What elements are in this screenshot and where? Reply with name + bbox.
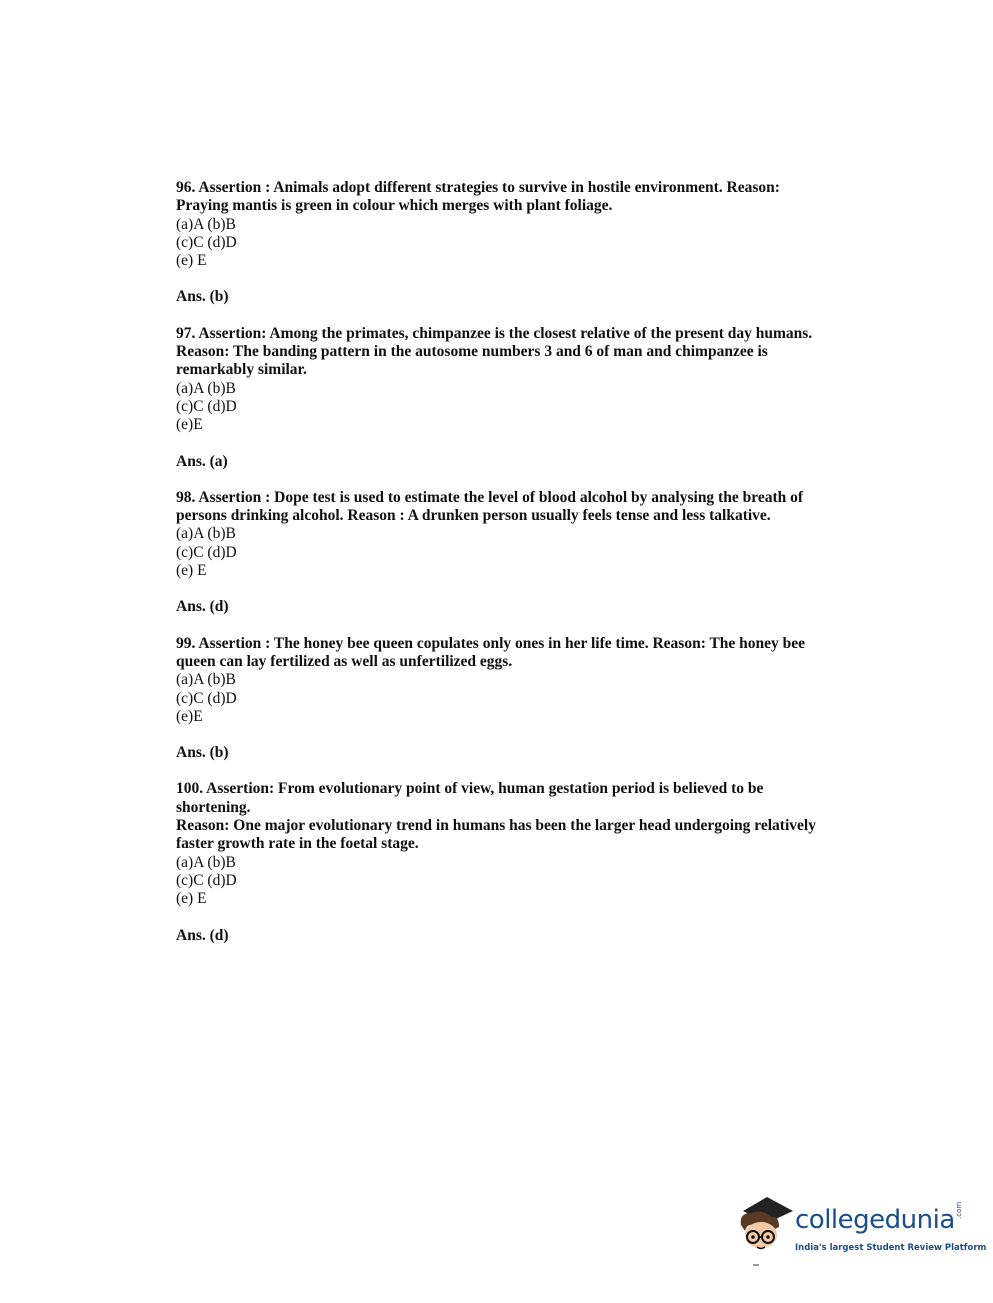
question-block bbox=[176, 635, 846, 763]
option-line: (e) E bbox=[176, 890, 207, 908]
answer-text: Ans. (b) bbox=[176, 288, 229, 306]
question-text bbox=[176, 780, 846, 853]
option-line: (c)C (d)D bbox=[176, 871, 237, 889]
question-block bbox=[176, 325, 846, 471]
option-line: (e) E bbox=[176, 562, 207, 580]
question-line: 96. Assertion : Animals adopt different strategies to survive in hostile environment. Reason: bbox=[176, 179, 780, 196]
question-line: 100. Assertion: From evolutionary point of view, human gestation period is believed to be bbox=[176, 780, 764, 798]
question-text bbox=[176, 179, 846, 216]
option-line: (a)A (b)B bbox=[176, 853, 236, 871]
option-line: (c)C (d)D bbox=[176, 233, 237, 251]
question-line: 98. Assertion : Dope test is used to estimate the level of blood alcohol by analysing the breath of bbox=[176, 488, 804, 506]
option-line: (c)C (d)D bbox=[176, 397, 237, 415]
logo-wordmark: collegedunia bbox=[795, 1205, 955, 1235]
option-line: (a)A (b)B bbox=[176, 671, 236, 689]
option-line: (c)C (d)D bbox=[176, 689, 237, 707]
question-text bbox=[176, 635, 846, 672]
option-line: (e) E bbox=[176, 252, 207, 270]
answer-text: Ans. (b) bbox=[176, 744, 229, 762]
answer-text: Ans. (a) bbox=[176, 452, 228, 470]
option-line: (e)E bbox=[176, 416, 203, 434]
question-line: remarkably similar. bbox=[176, 361, 307, 379]
question-text bbox=[176, 489, 846, 526]
question-line: faster growth rate in the foetal stage. bbox=[176, 835, 419, 853]
answer-text: Ans. (d) bbox=[176, 926, 229, 944]
question-line: shortening. bbox=[176, 798, 251, 816]
question-line: persons drinking alcohol. Reason : A drunken person usually feels tense and less talkative. bbox=[176, 507, 771, 525]
question-block bbox=[176, 780, 846, 944]
question-block bbox=[176, 489, 846, 617]
question-line: Reason: One major evolutionary trend in humans has been the larger head undergoing relatively bbox=[176, 817, 816, 835]
collegedunia-logo bbox=[735, 1193, 987, 1273]
question-list bbox=[176, 179, 846, 963]
option-line: (a)A (b)B bbox=[176, 525, 236, 543]
option-line: (a)A (b)B bbox=[176, 379, 236, 397]
question-line: 97. Assertion: Among the primates, chimpanzee is the closest relative of the present day humans. bbox=[176, 324, 813, 342]
question-line: Praying mantis is green in colour which merges with plant foliage. bbox=[176, 197, 613, 215]
answer-text: Ans. (d) bbox=[176, 598, 229, 616]
option-line: (a)A (b)B bbox=[176, 215, 236, 233]
question-line: queen can lay fertilized as well as unfertilized eggs. bbox=[176, 652, 513, 670]
question-line: Reason: The banding pattern in the autosome numbers 3 and 6 of man and chimpanzee is bbox=[176, 343, 768, 361]
question-block bbox=[176, 179, 846, 307]
option-line: (e)E bbox=[176, 707, 203, 725]
option-line: (c)C (d)D bbox=[176, 543, 237, 561]
logo-suffix: .com bbox=[955, 1201, 963, 1219]
logo-tagline: India's largest Student Review Platform bbox=[795, 1243, 987, 1253]
question-text bbox=[176, 325, 846, 380]
question-line: 99. Assertion : The honey bee queen copulates only ones in her life time. Reason: The honey bee bbox=[176, 634, 806, 652]
mascot-icon bbox=[735, 1193, 797, 1273]
